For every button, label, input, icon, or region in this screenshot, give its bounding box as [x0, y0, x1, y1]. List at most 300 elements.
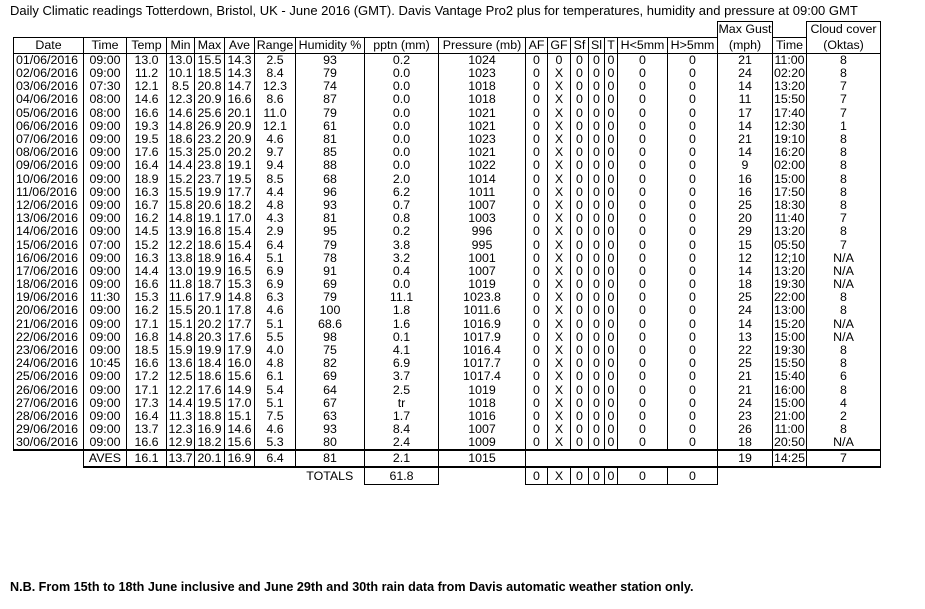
t-cell: 0: [605, 53, 618, 67]
cloud-cover-cell: 7: [807, 80, 881, 93]
range-cell: 8.5: [255, 172, 296, 185]
pptn-cell: 0.2: [365, 53, 439, 67]
range-cell: 9.7: [255, 146, 296, 159]
cloud-cover-cell: 8: [807, 53, 881, 67]
max-gust-cell: 11: [718, 93, 773, 106]
pptn-cell: 0.4: [365, 265, 439, 278]
min-cell: 8.5: [167, 80, 195, 93]
h-lt5-cell: 0: [618, 80, 668, 93]
h-lt5-cell: 0: [618, 238, 668, 251]
gust-time-cell: 17:50: [773, 185, 805, 199]
humidity-cell: 91: [296, 265, 365, 278]
h-gt5-cell: 0: [668, 383, 718, 396]
cloud-cover-cell: 8: [807, 304, 881, 317]
aves-pptn: 2.1: [365, 450, 439, 467]
gust-time-cell: 13:20: [773, 264, 805, 278]
pptn-cell: 0.0: [365, 133, 439, 146]
gust-time-cell: 15:00: [773, 396, 805, 410]
sl-cell: 0: [589, 317, 605, 330]
h-gt5-cell: 0: [668, 93, 718, 106]
sf-cell: 0: [571, 251, 589, 264]
totals-sl: 0: [589, 467, 605, 485]
gust-time-cell: 21:00: [773, 409, 805, 423]
temp-cell: 16.6: [127, 436, 167, 450]
max-gust-cell: 24: [718, 304, 773, 317]
pptn-cell: 2.0: [365, 172, 439, 185]
humidity-cell: 79: [296, 238, 365, 251]
t-header: T: [605, 37, 618, 53]
h-lt5-cell: 0: [618, 159, 668, 172]
h-gt5-cell: 0: [668, 80, 718, 93]
date-cell: 03/06/2016: [14, 80, 84, 93]
humidity-cell: 81: [296, 133, 365, 146]
temp-cell: 19.5: [127, 133, 167, 146]
temp-cell: 16.2: [127, 304, 167, 317]
pressure-cell: 1017.9: [439, 330, 526, 343]
af-cell: 0: [526, 172, 548, 185]
h-gt5-cell: 0: [668, 436, 718, 450]
h-lt5-cell: 0: [618, 265, 668, 278]
max-gust-cell: 29: [718, 225, 773, 238]
time-cell: 09:00: [84, 304, 127, 317]
min-header: Min: [167, 37, 195, 53]
cloud-cover-cell: 7: [807, 212, 881, 225]
range-cell: 5.1: [255, 396, 296, 409]
gf-cell: X: [548, 370, 571, 383]
af-cell: 0: [526, 106, 548, 119]
table-row: [14, 199, 881, 212]
ave-cell: 20.9: [225, 133, 255, 146]
h-lt5-cell: 0: [618, 291, 668, 304]
humidity-cell: 98: [296, 330, 365, 343]
max-gust-cell: 12: [718, 251, 773, 264]
cloud-cover-cell: 7: [807, 106, 881, 119]
h-gt5-cell: 0: [668, 265, 718, 278]
max-cell: 18.9: [195, 251, 225, 264]
t-cell: 0: [605, 423, 618, 436]
ave-cell: 15.4: [225, 238, 255, 251]
date-cell: 24/06/2016: [14, 357, 84, 370]
sf-cell: 0: [571, 172, 589, 185]
pressure-cell: 1011.6: [439, 304, 526, 317]
gf-cell: X: [548, 383, 571, 396]
h-lt5-cell: 0: [618, 172, 668, 185]
ave-cell: 14.3: [225, 67, 255, 80]
pressure-cell: 1021: [439, 146, 526, 159]
range-cell: 4.4: [255, 185, 296, 198]
aves-ave: 16.9: [225, 450, 255, 467]
h-lt5-cell: 0: [618, 53, 668, 67]
gust-time-cell: 11:00: [774, 422, 805, 436]
table-row: [14, 344, 881, 357]
table-row: [14, 383, 881, 396]
ave-cell: 14.9: [225, 383, 255, 396]
pressure-cell: 1019: [439, 278, 526, 291]
t-cell: 0: [605, 396, 618, 409]
max-cell: 25.0: [195, 146, 225, 159]
gf-cell: X: [548, 159, 571, 172]
sl-cell: 0: [589, 423, 605, 436]
cloud-cover-cell: 1: [807, 119, 881, 132]
range-cell: 9.4: [255, 159, 296, 172]
gf-cell: X: [548, 238, 571, 251]
h-gt5-cell: 0: [668, 212, 718, 225]
ave-cell: 16.5: [225, 265, 255, 278]
h-gt5-cell: 0: [668, 146, 718, 159]
summary-body: [14, 450, 881, 485]
af-cell: 0: [526, 357, 548, 370]
h-lt5-header: H<5mm: [618, 37, 668, 53]
humidity-cell: 95: [296, 225, 365, 238]
pptn-cell: 2.5: [365, 383, 439, 396]
humidity-cell: 69: [296, 370, 365, 383]
pressure-cell: 1011: [439, 185, 526, 198]
gust-time-cell: 16:20: [773, 145, 805, 159]
af-cell: 0: [526, 93, 548, 106]
h-lt5-cell: 0: [618, 436, 668, 450]
humidity-cell: 93: [296, 53, 365, 67]
max-gust-cell: 14: [718, 119, 773, 132]
aves-label: AVES: [84, 450, 127, 467]
t-cell: 0: [605, 317, 618, 330]
temp-cell: 17.1: [127, 383, 167, 396]
humidity-cell: 68: [296, 172, 365, 185]
max-gust-cell: 22: [718, 344, 773, 357]
ave-cell: 15.3: [225, 278, 255, 291]
af-cell: 0: [526, 304, 548, 317]
pptn-cell: 1.8: [365, 304, 439, 317]
range-cell: 12.1: [255, 119, 296, 132]
time-cell: 09:00: [84, 436, 127, 450]
temp-cell: 13.7: [127, 423, 167, 436]
table-row: [14, 67, 881, 80]
min-cell: 13.0: [168, 53, 193, 67]
gf-cell: X: [548, 199, 571, 212]
gf-cell: X: [548, 304, 571, 317]
gf-cell: X: [548, 330, 571, 343]
af-cell: 0: [526, 185, 548, 198]
h-lt5-cell: 0: [618, 67, 668, 80]
gust-time-cell: 13:20: [773, 224, 805, 239]
pressure-cell: 1018: [439, 396, 526, 409]
humidity-cell: 96: [296, 185, 365, 198]
table-row: [14, 436, 881, 450]
gf-cell: X: [548, 410, 571, 423]
time-cell: 09:00: [84, 225, 127, 238]
max-gust-cell: 24: [718, 67, 773, 80]
time-cell: 09:00: [84, 53, 127, 67]
h-lt5-cell: 0: [618, 383, 668, 396]
cloud-cover-cell: 7: [807, 93, 881, 106]
pptn-cell: 0.0: [365, 146, 439, 159]
af-cell: 0: [526, 344, 548, 357]
humidity-cell: 78: [296, 251, 365, 264]
aves-range: 6.4: [255, 450, 296, 467]
table-body: [14, 22, 881, 451]
pressure-cell: 1003: [439, 212, 526, 225]
af-cell: 0: [526, 159, 548, 172]
cloud-cover-cell: N/A: [807, 330, 881, 343]
sf-cell: 0: [571, 423, 589, 436]
pptn-cell: 0.0: [365, 80, 439, 93]
ave-cell: 14.6: [225, 423, 255, 436]
max-gust-cell: 20: [718, 212, 773, 225]
sl-cell: 0: [589, 278, 605, 291]
t-cell: 0: [605, 265, 618, 278]
sf-cell: 0: [571, 344, 589, 357]
pressure-cell: 1022: [439, 159, 526, 172]
ave-cell: 20.1: [225, 106, 255, 119]
sl-cell: 0: [589, 119, 605, 132]
max-cell: 17.9: [195, 291, 225, 304]
totals-row: [14, 467, 881, 485]
gust-unit-header: (mph): [718, 37, 773, 53]
max-cell: 18.6: [195, 370, 225, 383]
humidity-cell: 88: [296, 159, 365, 172]
ave-cell: 17.6: [225, 330, 255, 343]
t-cell: 0: [605, 119, 618, 132]
pressure-cell: 1019: [439, 383, 526, 396]
gust-time-cell: 11:00: [774, 53, 805, 67]
min-cell: 15.8: [168, 198, 193, 212]
date-cell: 22/06/2016: [14, 330, 84, 343]
sl-cell: 0: [589, 344, 605, 357]
range-cell: 4.0: [255, 344, 296, 357]
h-gt5-cell: 0: [668, 291, 718, 304]
range-cell: 5.1: [255, 317, 296, 330]
t-cell: 0: [605, 383, 618, 396]
aves-pressure: 1015: [439, 450, 526, 467]
cloud-cover-cell: 8: [807, 357, 881, 370]
totals-gf: X: [548, 467, 571, 485]
header-row-top: [14, 22, 881, 38]
pptn-cell: 0.7: [365, 199, 439, 212]
aves-max: 20.1: [195, 450, 225, 467]
date-cell: 18/06/2016: [14, 278, 84, 291]
range-cell: 4.6: [255, 304, 296, 317]
gf-cell: X: [548, 67, 571, 80]
af-cell: 0: [526, 119, 548, 132]
date-cell: 13/06/2016: [14, 212, 84, 225]
gust-time-cell: 15:00: [773, 330, 805, 344]
date-cell: 28/06/2016: [14, 410, 84, 423]
t-cell: 0: [605, 133, 618, 146]
sf-cell: 0: [571, 291, 589, 304]
sf-header: Sf: [571, 37, 589, 53]
aves-humidity: 81: [296, 450, 365, 467]
t-cell: 0: [605, 344, 618, 357]
ave-cell: 18.2: [225, 199, 255, 212]
min-cell: 10.1: [168, 66, 193, 80]
sf-cell: 0: [571, 146, 589, 159]
gust-time-cell: 18:30: [773, 198, 805, 212]
min-cell: 14.4: [168, 396, 193, 410]
sf-cell: 0: [571, 396, 589, 409]
max-gust-cell: 24: [718, 396, 773, 409]
af-cell: 0: [526, 265, 548, 278]
totals-t: 0: [605, 467, 618, 485]
aves-cloud: 7: [807, 450, 881, 467]
gf-cell: 0: [548, 53, 571, 67]
max-gust-cell: 14: [718, 317, 773, 330]
min-cell: 14.8: [168, 211, 193, 225]
max-cell: 16.9: [195, 423, 225, 436]
sf-cell: 0: [571, 93, 589, 106]
cloud-cover-cell: 8: [807, 383, 881, 396]
time-cell: 09:00: [84, 159, 127, 172]
pressure-cell: 1017.7: [439, 357, 526, 370]
pressure-cell: 1016.4: [439, 344, 526, 357]
max-cell: 20.8: [195, 80, 225, 93]
af-cell: 0: [526, 370, 548, 383]
max-gust-cell: 14: [718, 80, 773, 93]
sl-cell: 0: [589, 146, 605, 159]
ave-cell: 17.0: [225, 212, 255, 225]
h-gt5-cell: 0: [668, 225, 718, 238]
gf-cell: X: [548, 396, 571, 409]
h-gt5-cell: 0: [668, 133, 718, 146]
min-cell: 12.5: [168, 370, 193, 384]
ave-cell: 16.4: [225, 251, 255, 264]
sf-cell: 0: [571, 199, 589, 212]
date-cell: 08/06/2016: [14, 146, 84, 159]
sf-cell: 0: [571, 383, 589, 396]
sl-cell: 0: [589, 212, 605, 225]
sl-cell: 0: [589, 383, 605, 396]
h-gt5-cell: 0: [668, 278, 718, 291]
temp-cell: 14.4: [127, 265, 167, 278]
date-cell: 07/06/2016: [14, 133, 84, 146]
h-lt5-cell: 0: [618, 357, 668, 370]
range-cell: 12.3: [255, 80, 296, 93]
cloud-cover-cell: 2: [807, 410, 881, 423]
gf-cell: X: [548, 265, 571, 278]
gf-cell: X: [548, 344, 571, 357]
max-cell: 25.6: [195, 106, 225, 119]
min-cell: 12.2: [168, 238, 193, 252]
max-cell: 19.5: [195, 396, 225, 409]
min-cell: 12.9: [168, 435, 193, 450]
table-row: [14, 172, 881, 185]
cloud-cover-cell: 8: [807, 291, 881, 304]
date-cell: 01/06/2016: [14, 53, 84, 67]
time-cell: 09:00: [84, 265, 127, 278]
humidity-cell: 79: [296, 67, 365, 80]
min-cell: 15.5: [168, 185, 193, 199]
h-lt5-cell: 0: [618, 410, 668, 423]
cloud-cover-cell: 8: [807, 159, 881, 172]
max-cell: 15.5: [195, 53, 225, 67]
averages-row: [14, 450, 881, 467]
pptn-cell: 0.0: [365, 119, 439, 132]
pptn-cell: 3.8: [365, 238, 439, 251]
cloud-cover-cell: 8: [807, 199, 881, 212]
time-cell: 09:00: [84, 172, 127, 185]
range-cell: 6.1: [255, 370, 296, 383]
time-cell: 08:00: [84, 106, 127, 119]
h-lt5-cell: 0: [618, 396, 668, 409]
max-gust-cell: 26: [718, 423, 773, 436]
h-lt5-cell: 0: [618, 93, 668, 106]
sf-cell: 0: [571, 185, 589, 198]
af-cell: 0: [526, 199, 548, 212]
date-cell: 19/06/2016: [14, 291, 84, 304]
max-cell: 20.6: [195, 199, 225, 212]
h-gt5-cell: 0: [668, 304, 718, 317]
sl-cell: 0: [589, 80, 605, 93]
ave-cell: 17.0: [225, 396, 255, 409]
max-gust-cell: 15: [718, 238, 773, 251]
ave-header: Ave: [225, 37, 255, 53]
temp-cell: 16.3: [127, 185, 167, 198]
t-cell: 0: [605, 67, 618, 80]
t-cell: 0: [605, 436, 618, 450]
sf-cell: 0: [571, 212, 589, 225]
table-row: [14, 238, 881, 251]
max-cell: 16.8: [195, 225, 225, 238]
max-gust-cell: 18: [718, 278, 773, 291]
ave-cell: 14.3: [225, 53, 255, 67]
af-cell: 0: [526, 291, 548, 304]
table-row: [14, 185, 881, 198]
pptn-cell: tr: [365, 396, 439, 409]
humidity-cell: 67: [296, 396, 365, 409]
pressure-cell: 1018: [439, 93, 526, 106]
max-cell: 19.9: [195, 185, 225, 198]
t-cell: 0: [605, 80, 618, 93]
humidity-cell: 61: [296, 119, 365, 132]
ave-cell: 16.6: [225, 93, 255, 106]
temp-cell: 16.6: [127, 278, 167, 291]
sf-cell: 0: [571, 317, 589, 330]
af-cell: 0: [526, 436, 548, 450]
sl-cell: 0: [589, 93, 605, 106]
max-cell: 19.9: [195, 265, 225, 278]
sf-cell: 0: [571, 119, 589, 132]
max-gust-cell: 16: [718, 172, 773, 185]
ave-cell: 14.7: [225, 80, 255, 93]
t-cell: 0: [605, 172, 618, 185]
cloud-cover-cell: 6: [807, 370, 881, 383]
cloud-cover-cell: N/A: [807, 317, 881, 330]
pptn-cell: 0.2: [365, 225, 439, 238]
date-cell: 04/06/2016: [14, 93, 84, 106]
cloud-cover-cell: 8: [807, 344, 881, 357]
pptn-cell: 0.8: [365, 212, 439, 225]
cloud-cover-cell: 8: [807, 67, 881, 80]
table-row: [14, 370, 881, 383]
cloud-cover-cell: 8: [807, 225, 881, 238]
sl-cell: 0: [589, 53, 605, 67]
range-cell: 4.3: [255, 212, 296, 225]
temp-cell: 16.4: [127, 159, 167, 172]
t-cell: 0: [605, 251, 618, 264]
t-cell: 0: [605, 357, 618, 370]
ave-cell: 17.7: [225, 317, 255, 330]
gust-time-cell: 19:30: [773, 277, 805, 291]
totals-pptn: 61.8: [365, 467, 439, 485]
range-cell: 4.8: [255, 199, 296, 212]
h-lt5-cell: 0: [618, 212, 668, 225]
sf-cell: 0: [571, 278, 589, 291]
time-cell: 09:00: [84, 383, 127, 396]
range-cell: 6.9: [255, 265, 296, 278]
temp-cell: 16.7: [127, 199, 167, 212]
humidity-cell: 87: [296, 93, 365, 106]
sf-cell: 0: [571, 304, 589, 317]
humidity-cell: 79: [296, 291, 365, 304]
table-row: [14, 80, 881, 93]
